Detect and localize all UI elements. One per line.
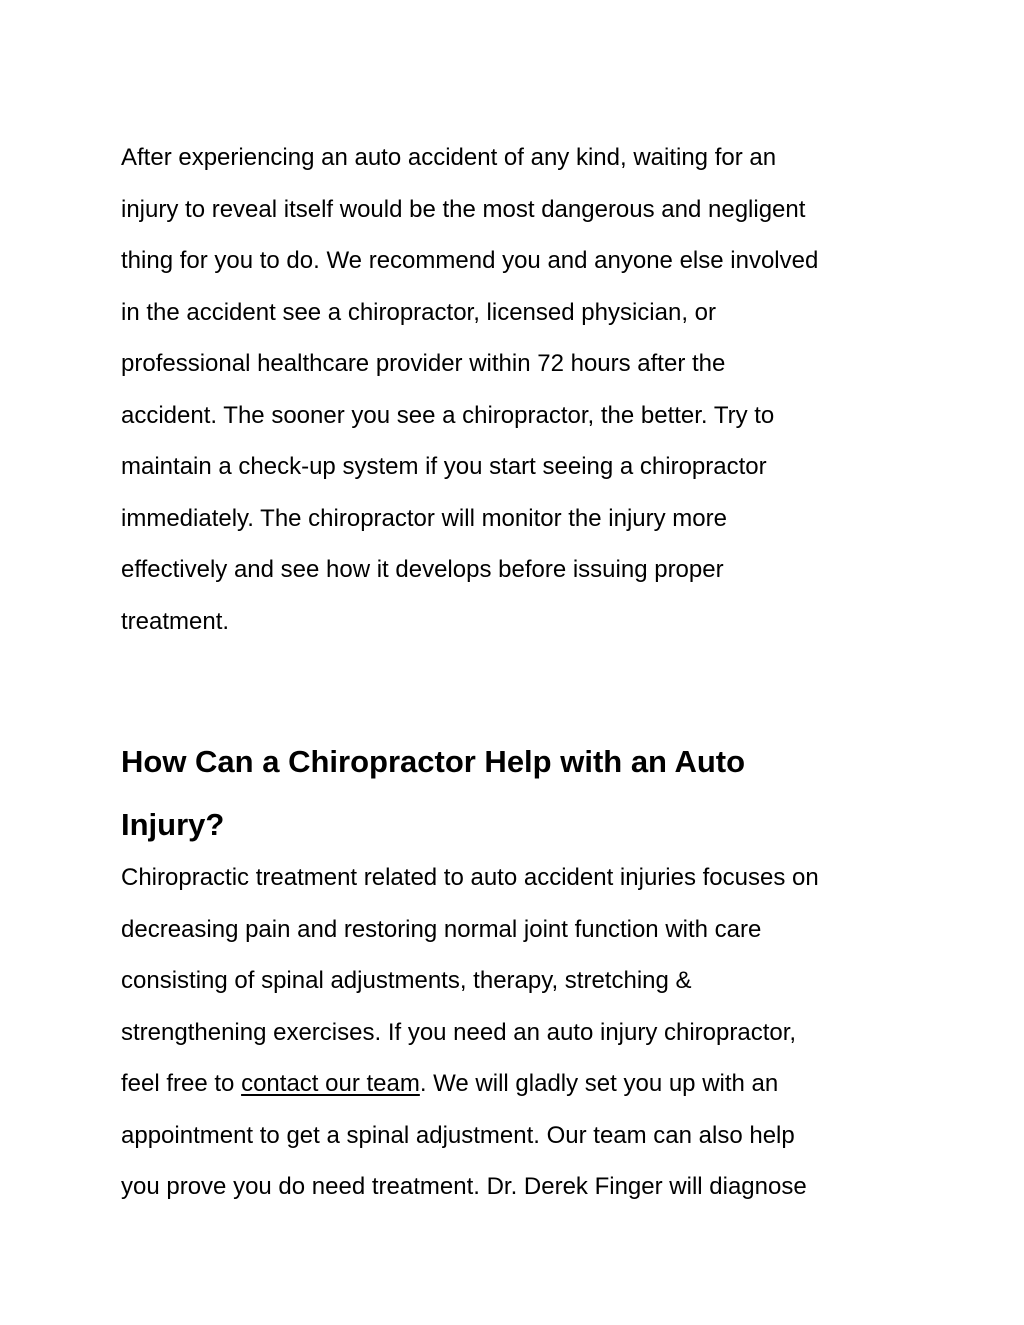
text-line: treatment. — [121, 607, 230, 635]
link-prefix-text: feel free to — [121, 1070, 242, 1097]
text-line: you prove you do need treatment. Dr. Derek Finger will diagnose — [121, 1173, 807, 1200]
text-line: immediately. The chiropractor will monitor the injury more — [121, 504, 727, 532]
link-suffix-text: . We will gladly set you up with an — [419, 1070, 779, 1097]
text-line: in the accident see a chiropractor, licensed physician, or — [121, 298, 716, 326]
text-line: decreasing pain and restoring normal joint function with care — [121, 915, 762, 943]
text-line: Chiropractic treatment related to auto accident injuries focuses on — [121, 864, 819, 891]
section-heading — [121, 730, 921, 856]
text-line: appointment to get a spinal adjustment. Our team can also help — [121, 1121, 795, 1149]
text-line: effectively and see how it develops before issuing proper — [121, 556, 724, 583]
heading-line: Injury? — [121, 807, 225, 842]
contact-our-team-link[interactable]: contact our team — [241, 1070, 420, 1097]
text-line: consisting of spinal adjustments, therapy, stretching & — [121, 967, 692, 994]
text-line-with-link — [121, 1058, 921, 1110]
text-line: maintain a check-up system if you start seeing a chiropractor — [121, 453, 767, 480]
text-line: injury to reveal itself would be the most dangerous and negligent — [121, 195, 806, 223]
text-line: After experiencing an auto accident of any kind, waiting for an — [121, 144, 777, 171]
treatment-paragraph — [121, 852, 921, 1213]
intro-paragraph — [121, 132, 921, 647]
text-line: strengthening exercises. If you need an auto injury chiropractor, — [121, 1018, 797, 1046]
text-line: professional healthcare provider within 72 hours after the — [121, 350, 726, 377]
heading-line: How Can a Chiropractor Help with an Auto — [121, 744, 746, 779]
text-line: thing for you to do. We recommend you and anyone else involved — [121, 247, 819, 274]
text-line: accident. The sooner you see a chiropractor, the better. Try to — [121, 401, 775, 429]
